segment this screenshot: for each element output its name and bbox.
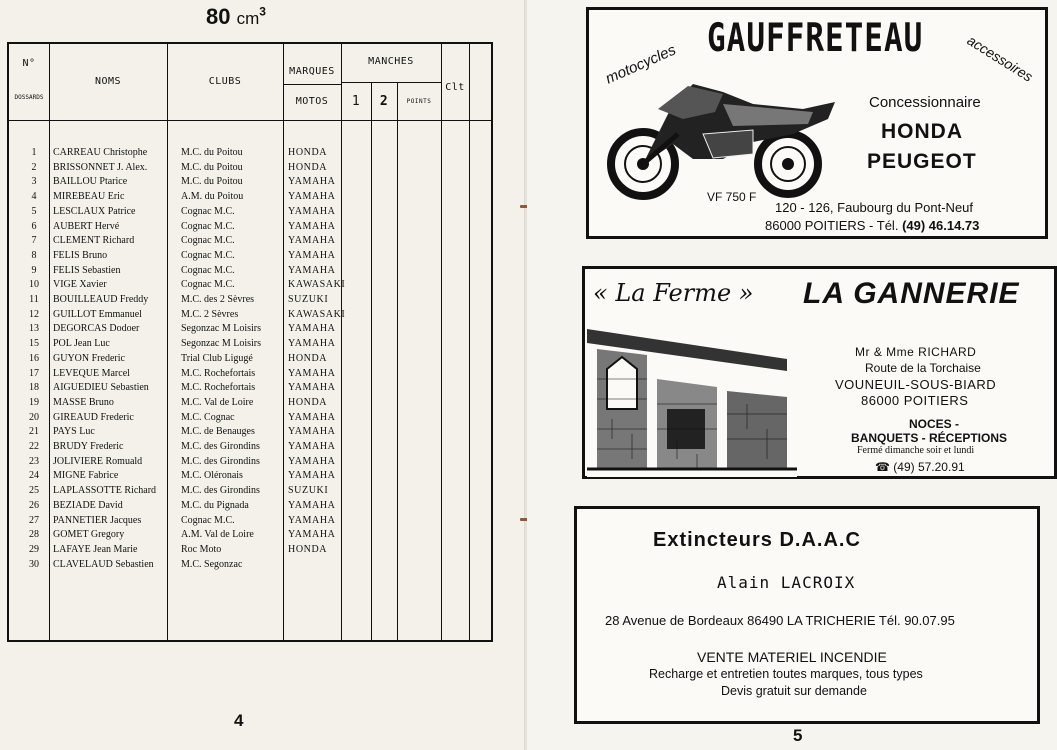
phone-number: (49) 46.14.73 [902, 218, 980, 233]
rider-make: KAWASAKI [288, 279, 346, 291]
rider-make: YAMAHA [288, 382, 336, 394]
rider-club: M.C. Rochefortais [181, 367, 256, 379]
rider-name: JOLIVIERE Romuald [53, 455, 143, 467]
rider-make: YAMAHA [288, 441, 336, 452]
rider-name: PANNETIER Jacques [53, 514, 142, 526]
road-line: Route de la Torchaise [865, 361, 981, 375]
left-page [0, 0, 525, 750]
rider-number: 13 [29, 323, 39, 335]
rider-name: LEVEQUE Marcel [53, 367, 130, 379]
rider-name: FELIS Sebastien [53, 264, 121, 276]
rider-name: BAILLOU Ptarice [53, 176, 128, 188]
rider-make: HONDA [288, 161, 328, 173]
rider-number: 9 [31, 264, 37, 276]
rider-club: M.C. des Girondins [181, 485, 260, 497]
rider-club: Cognac M.C. [181, 279, 235, 291]
rider-club: M.C. des Girondins [181, 455, 260, 467]
rider-number: 11 [29, 294, 39, 305]
brand-honda: HONDA [881, 120, 963, 143]
rider-number: 16 [29, 352, 39, 364]
rider-number: 28 [29, 529, 39, 541]
model-label: VF 750 F [707, 190, 757, 204]
rider-name: GUILLOT Emmanuel [53, 308, 142, 320]
rider-row [9, 234, 489, 249]
rider-name: AIGUEDIEU Sebastien [53, 382, 149, 394]
rider-row [9, 205, 489, 220]
rider-name: MIGNE Fabrice [53, 470, 119, 482]
rider-name: DEGORCAS Dodoer [53, 323, 140, 335]
events-line-2: BANQUETS - RÉCEPTIONS [851, 431, 1008, 445]
rider-number: 22 [29, 441, 39, 452]
rider-number: 5 [31, 205, 37, 217]
town-line: VOUNEUIL-SOUS-BIARD [835, 377, 997, 392]
rider-make: HONDA [288, 352, 328, 364]
rider-make: YAMAHA [288, 264, 336, 276]
rider-club: Segonzac M Loisirs [181, 338, 261, 350]
rider-name: LAPLASSOTTE Richard [53, 485, 157, 497]
rider-row [9, 499, 489, 514]
gannerie-name: LA GANNERIE [803, 277, 1020, 310]
rider-make: YAMAHA [288, 426, 336, 438]
rider-make: YAMAHA [288, 455, 336, 467]
rider-club: A.M. Val de Loire [181, 529, 254, 541]
rider-club: Cognac M.C. [181, 205, 235, 217]
rider-row [9, 440, 489, 455]
rider-make: YAMAHA [288, 514, 336, 526]
rider-club: Roc Moto [181, 543, 222, 555]
rider-name: LAFAYE Jean Marie [53, 543, 138, 555]
rider-name: BOUILLEAUD Freddy [53, 294, 149, 305]
rider-club: Cognac M.C. [181, 514, 235, 526]
rider-row [9, 308, 489, 323]
rider-number: 20 [29, 411, 39, 423]
rider-number: 30 [29, 558, 39, 570]
rider-name: VIGE Xavier [53, 279, 107, 291]
rider-club: M.C. Oléronais [181, 470, 243, 482]
contact-name: Alain LACROIX [717, 573, 856, 592]
rider-number: 24 [29, 470, 39, 482]
rider-number: 17 [29, 367, 39, 379]
rider-name: MASSE Bruno [53, 396, 114, 408]
right-page [527, 0, 1057, 750]
header-classement: Clt [445, 82, 465, 93]
rider-name: CLAVELAUD Sebastien [53, 558, 154, 570]
rider-club: M.C. de Benauges [181, 426, 255, 438]
extincteurs-address: 28 Avenue de Bordeaux 86490 LA TRICHERIE Tél. 90.07.95 [605, 613, 955, 628]
rider-row [9, 367, 489, 382]
postcode-line: 86000 POITIERS [861, 393, 969, 408]
rider-number: 23 [29, 455, 39, 467]
rider-number: 18 [29, 382, 39, 394]
rider-row [9, 484, 489, 499]
rider-make: YAMAHA [288, 499, 336, 511]
rider-make: YAMAHA [288, 176, 336, 188]
rider-number: 10 [29, 279, 39, 291]
address-line: 120 - 126, Faubourg du Pont-Neuf [775, 200, 974, 215]
rider-name: AUBERT Hervé [53, 220, 120, 232]
rider-name: CLEMENT Richard [53, 235, 135, 247]
brand-peugeot: PEUGEOT [867, 150, 977, 173]
rider-name: FELIS Bruno [53, 249, 108, 261]
rider-make: YAMAHA [288, 323, 336, 335]
rider-number: 21 [29, 426, 39, 438]
results-table [7, 42, 493, 642]
rider-number: 15 [29, 338, 39, 350]
rider-club: Cognac M.C. [181, 220, 235, 232]
ad-la-gannerie [582, 266, 1057, 479]
city-phone-line: 86000 POITIERS - Tél. (49) 46.14.73 [765, 218, 980, 233]
rider-make: YAMAHA [288, 367, 336, 379]
rider-make: HONDA [288, 543, 328, 555]
rider-club: M.C. 2 Sèvres [181, 308, 239, 320]
rider-row [9, 469, 489, 484]
rider-make: SUZUKI [288, 294, 329, 305]
ad-extincteurs-daac [574, 506, 1040, 724]
header-marques: MARQUES [289, 66, 335, 77]
rider-club: M.C. Val de Loire [181, 396, 254, 408]
rider-name: POL Jean Luc [53, 338, 110, 350]
vente-line: VENTE MATERIEL INCENDIE [697, 649, 887, 665]
rider-club: Trial Club Ligugé [181, 352, 253, 364]
rider-row [9, 381, 489, 396]
rider-make: YAMAHA [288, 411, 336, 423]
rider-row [9, 337, 489, 352]
header-number: N° [22, 58, 36, 69]
rider-name: GOMET Gregory [53, 529, 125, 541]
rider-number: 7 [31, 235, 37, 247]
rider-club: M.C. Segonzac [181, 558, 243, 570]
rider-name: CARREAU Christophe [53, 147, 148, 158]
header-motos: MOTOS [295, 96, 329, 107]
rider-make: YAMAHA [288, 338, 336, 350]
header-clubs: CLUBS [208, 76, 242, 87]
rider-row [9, 264, 489, 279]
rider-name: GUYON Frederic [53, 352, 125, 364]
restaurant-phone: ☎ (49) 57.20.91 [875, 460, 965, 474]
rider-number: 6 [31, 220, 37, 232]
header-manche-1: 1 [351, 94, 361, 109]
rider-row [9, 558, 489, 573]
rider-row [9, 455, 489, 470]
rider-name: PAYS Luc [53, 426, 95, 438]
rider-number: 27 [29, 514, 39, 526]
rider-club: M.C. Cognac [181, 411, 235, 423]
rider-club: Cognac M.C. [181, 249, 235, 261]
rider-make: SUZUKI [288, 485, 329, 497]
rider-number: 12 [29, 308, 39, 320]
rider-make: YAMAHA [288, 191, 336, 203]
rider-club: M.C. des Girondins [181, 441, 260, 452]
rider-make: KAWASAKI [288, 308, 346, 320]
devis-line: Devis gratuit sur demande [721, 684, 867, 698]
rider-make: YAMAHA [288, 205, 336, 217]
rider-row [9, 543, 489, 558]
rider-row [9, 425, 489, 440]
rider-make: HONDA [288, 396, 328, 408]
rider-make: YAMAHA [288, 529, 336, 541]
rider-number: 25 [29, 485, 39, 497]
rider-club: Cognac M.C. [181, 264, 235, 276]
header-manches: MANCHES [368, 56, 414, 67]
rider-make: YAMAHA [288, 220, 336, 232]
tag-accessoires: accessoires [964, 32, 1036, 85]
rider-number: 3 [31, 176, 37, 188]
rider-row [9, 175, 489, 190]
rider-row [9, 220, 489, 235]
ad-gauffreteau [586, 7, 1048, 239]
gauffreteau-name: GAUFFRETEAU [707, 16, 924, 61]
rider-number: 19 [29, 396, 39, 408]
rider-row [9, 293, 489, 308]
events-line-1: NOCES - [909, 417, 960, 431]
rider-make: YAMAHA [288, 249, 336, 261]
rider-row [9, 514, 489, 529]
rider-club: M.C. du Poitou [181, 161, 243, 173]
rider-club: M.C. du Poitou [181, 147, 243, 158]
rider-row [9, 396, 489, 411]
header-points: POINTS [406, 98, 432, 105]
rider-row [9, 146, 489, 161]
rider-row [9, 528, 489, 543]
rider-name: BEZIADE David [53, 499, 123, 511]
rider-row [9, 352, 489, 367]
closing-days: Fermé dimanche soir et lundi [857, 445, 975, 456]
rider-row [9, 190, 489, 205]
recharge-line: Recharge et entretien toutes marques, tous types [649, 667, 923, 681]
rider-row [9, 411, 489, 426]
owners-line: Mr & Mme RICHARD [855, 345, 977, 359]
rider-number: 8 [31, 249, 37, 261]
rider-number: 1 [31, 147, 37, 158]
rider-name: LESCLAUX Patrice [53, 205, 136, 217]
rider-club: M.C. du Poitou [181, 176, 243, 188]
rider-row [9, 249, 489, 264]
header-names: NOMS [94, 76, 122, 87]
rider-row [9, 278, 489, 293]
farmhouse-illustration [587, 309, 797, 477]
page-number-right: 5 [793, 726, 803, 745]
rider-name: GIREAUD Frederic [53, 411, 134, 423]
rider-row [9, 322, 489, 337]
rider-club: A.M. du Poitou [181, 191, 244, 203]
rider-make: HONDA [288, 147, 328, 158]
rider-make: YAMAHA [288, 235, 336, 247]
rider-club: M.C. des 2 Sèvres [181, 294, 255, 305]
rider-name: MIREBEAU Eric [53, 191, 125, 203]
rider-number: 29 [29, 543, 39, 555]
tag-motocycles: motocycles [603, 41, 679, 88]
header-dossards: DOSSARDS [14, 94, 44, 101]
category-title: 80 $cm^3$ [206, 4, 266, 29]
rider-number: 2 [31, 161, 37, 173]
rider-make: YAMAHA [288, 470, 336, 482]
rider-name: BRUDY Frederic [53, 441, 124, 452]
extincteurs-title: Extincteurs D.A.A.C [653, 529, 861, 551]
rider-row [9, 161, 489, 176]
motorcycle-illustration [603, 64, 843, 204]
rider-club: M.C. Rochefortais [181, 382, 256, 394]
header-manche-2: 2 [379, 94, 389, 109]
rider-number: 26 [29, 499, 39, 511]
role-label: Concessionnaire [869, 94, 981, 111]
rider-club: Cognac M.C. [181, 235, 235, 247]
rider-club: Segonzac M Loisirs [181, 323, 261, 335]
rider-name: BRISSONNET J. Alex. [53, 161, 148, 173]
page-number-left: 4 [234, 711, 244, 730]
rider-number: 4 [31, 191, 37, 203]
la-ferme-script: « La Ferme » [593, 279, 754, 307]
rider-club: M.C. du Pignada [181, 499, 249, 511]
